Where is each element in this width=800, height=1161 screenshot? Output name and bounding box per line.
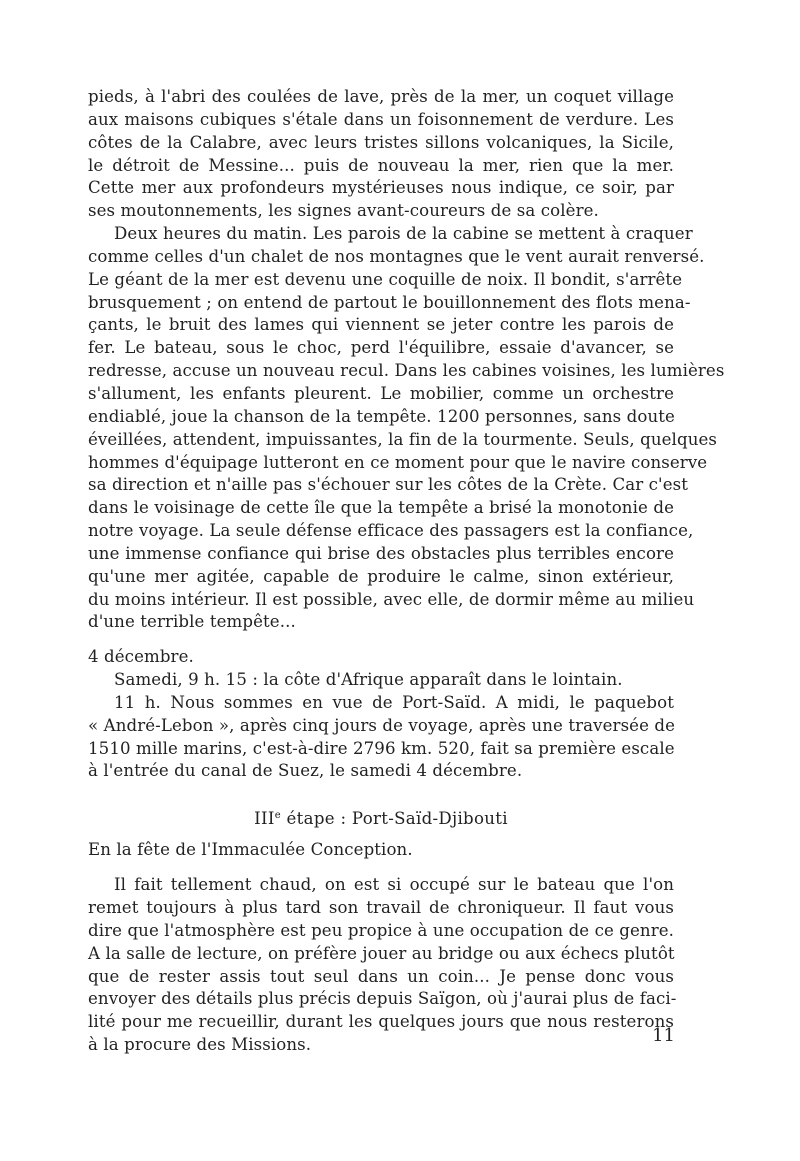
spacer bbox=[88, 634, 674, 646]
text-line: 1510 mille marins, c'est-à-dire 2796 km. 520, fait sa première escale bbox=[88, 738, 675, 758]
text-line: Cette mer aux profondeurs mystérieuses nous indique, ce soir, par bbox=[88, 178, 674, 198]
spacer bbox=[88, 862, 674, 874]
text-line: çants, le bruit des lames qui viennent se jeter contre les parois de bbox=[88, 315, 674, 335]
text-line: remet toujours à plus tard son travail de chroniqueur. Il faut vous bbox=[88, 898, 674, 917]
paragraph-african-coast bbox=[88, 669, 674, 692]
text-line: Deux heures du matin. Les parois de la cabine se mettent à craquer bbox=[114, 224, 693, 244]
text-line: éveillées, attendent, impuissantes, la fin de la tourmente. Seuls, quelques bbox=[88, 429, 718, 449]
text-line: qu'une mer agitée, capable de produire le calme, sinon extérieur, bbox=[88, 566, 674, 586]
text-line: A la salle de lecture, on préfère jouer au bridge ou aux échecs plutôt bbox=[88, 943, 675, 963]
text-line: notre voyage. La seule défense efficace des passagers est la confiance, bbox=[88, 521, 694, 541]
date-line: 4 décembre. bbox=[88, 647, 194, 667]
paragraph-voyage-coast bbox=[88, 86, 674, 223]
text-line: aux maisons cubiques s'étale dans un foisonnement de verdure. Les bbox=[88, 109, 674, 129]
text-line: à l'entrée du canal de Suez, le samedi 4 décembre. bbox=[88, 761, 523, 781]
text-line: envoyer des détails plus précis depuis Saïgon, où j'aurai plus de faci- bbox=[88, 989, 677, 1009]
heading-numeral: III bbox=[254, 809, 275, 829]
text-line: ses moutonnements, les signes avant-coureurs de sa colère. bbox=[88, 201, 599, 221]
text-line: Le géant de la mer est devenu une coquille de noix. Il bondit, s'arrête bbox=[88, 269, 683, 289]
section-heading bbox=[88, 805, 674, 827]
feast-line: En la fête de l'Immaculée Conception. bbox=[88, 840, 413, 860]
text-line: sa direction et n'aille pas s'échouer sur les côtes de la Crète. Car c'est bbox=[88, 475, 689, 495]
paragraph-port-said bbox=[88, 692, 674, 783]
spacer bbox=[88, 827, 674, 839]
text-line: fer. Le bateau, sous le choc, perd l'équilibre, essaie d'avancer, se bbox=[88, 338, 674, 358]
paragraph-chronicle bbox=[88, 874, 677, 1057]
text-line: Il fait tellement chaud, on est si occupé sur le bateau que l'on bbox=[114, 875, 674, 895]
text-line: côtes de la Calabre, avec leurs tristes sillons volcaniques, la Sicile, bbox=[88, 132, 674, 152]
text-line: le détroit de Messine... puis de nouveau la mer, rien que la mer. bbox=[88, 155, 674, 175]
page-number: 11 bbox=[652, 1025, 675, 1046]
text-line: pieds, à l'abri des coulées de lave, près de la mer, un coquet village bbox=[88, 87, 674, 106]
text-line: lité pour me recueillir, durant les quelques jours que nous resterons bbox=[88, 1012, 674, 1032]
text-line: endiablé, joue la chanson de la tempête. 1200 personnes, sans doute bbox=[88, 406, 675, 426]
text-line: redresse, accuse un nouveau recul. Dans les cabines voisines, les lumières bbox=[88, 361, 725, 381]
heading-superscript: e bbox=[274, 810, 281, 822]
page-body bbox=[88, 86, 725, 1057]
text-line: dans le voisinage de cette île que la tempête a brisé la monotonie de bbox=[88, 498, 674, 518]
text-line: brusquement ; on entend de partout le bouillonnement des flots mena- bbox=[88, 292, 691, 312]
text-line: 11 h. Nous sommes en vue de Port-Saïd. A midi, le paquebot bbox=[114, 692, 674, 712]
text-line: hommes d'équipage lutteront en ce moment pour que le navire conserve bbox=[88, 452, 708, 472]
text-line: d'une terrible tempête... bbox=[88, 612, 296, 632]
text-line: s'allument, les enfants pleurent. Le mobilier, comme un orchestre bbox=[88, 383, 674, 403]
spacer bbox=[88, 783, 674, 805]
text-line: que de rester assis tout seul dans un coin... Je pense donc vous bbox=[88, 966, 674, 986]
text-line: « André-Lebon », après cinq jours de voyage, après une traversée de bbox=[88, 715, 676, 735]
paragraph-storm bbox=[88, 223, 725, 634]
text-line: une immense confiance qui brise des obstacles plus terribles encore bbox=[88, 543, 674, 563]
text-line: comme celles d'un chalet de nos montagnes que le vent aurait renversé. bbox=[88, 246, 705, 266]
text-line: à la procure des Missions. bbox=[88, 1035, 312, 1055]
text-line: du moins intérieur. Il est possible, avec elle, de dormir même au milieu bbox=[88, 589, 695, 609]
text-line: Samedi, 9 h. 15 : la côte d'Afrique apparaît dans le lointain. bbox=[114, 670, 623, 690]
text-line: dire que l'atmosphère est peu propice à une occupation de ce genre. bbox=[88, 920, 675, 940]
heading-text: étape : Port-Saïd-Djibouti bbox=[280, 809, 508, 829]
